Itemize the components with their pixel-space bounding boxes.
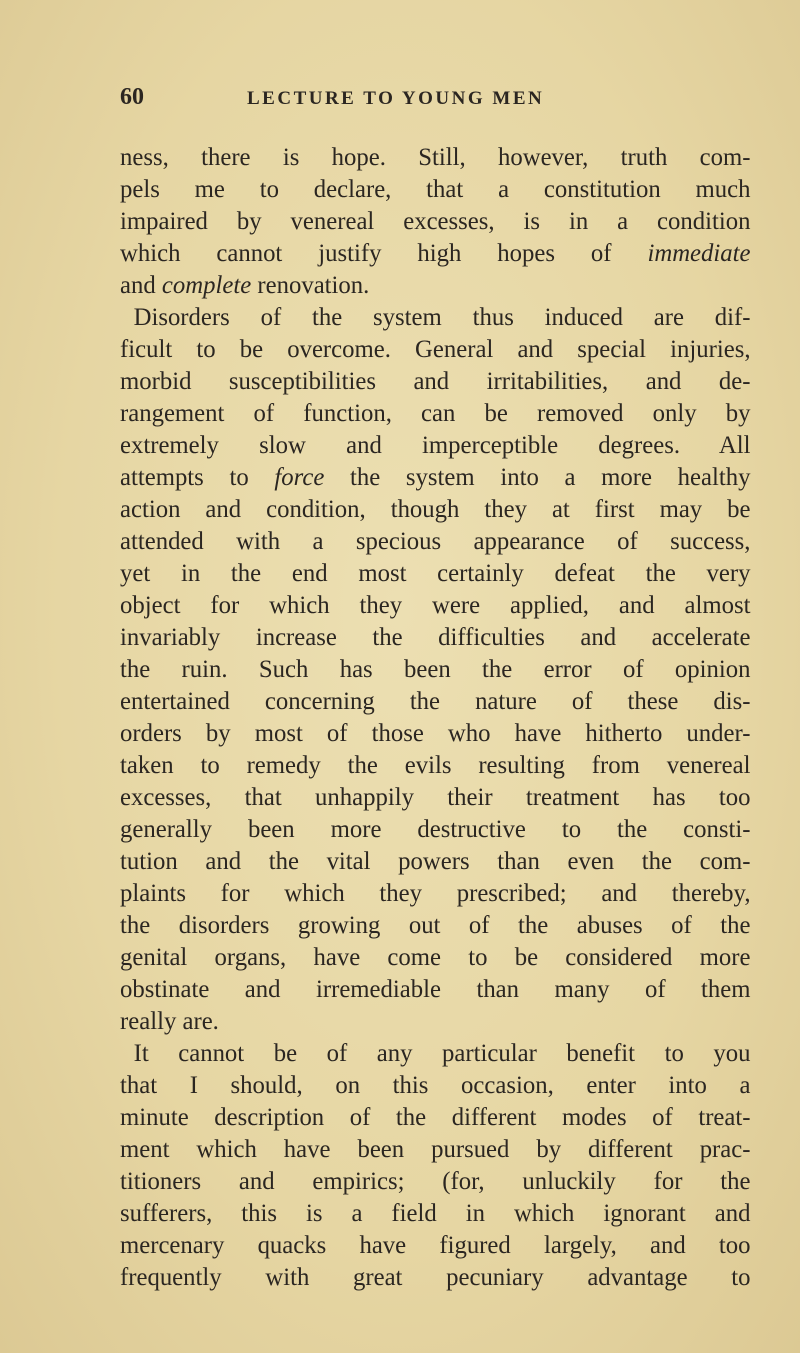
text-segment: object for which they were applied, and almost xyxy=(120,590,751,619)
text-line xyxy=(120,1197,751,1229)
text-segment: entertained concerning the nature of these dis- xyxy=(120,686,751,715)
text-line xyxy=(120,365,751,397)
text-line xyxy=(120,333,751,365)
text-segment: morbid susceptibilities and irritabilities, and de- xyxy=(120,366,751,395)
text-segment: attempts to xyxy=(120,462,275,491)
text-segment: yet in the end most certainly defeat the very xyxy=(120,558,751,587)
text-segment: renovation. xyxy=(251,270,370,299)
text-line xyxy=(120,173,751,205)
text-line xyxy=(120,141,751,173)
text-line xyxy=(120,653,751,685)
text-line xyxy=(120,397,751,429)
text-line xyxy=(120,1133,751,1165)
text-segment: which cannot justify high hopes of xyxy=(120,238,648,267)
italic-text-segment: force xyxy=(274,462,325,491)
text-segment: the ruin. Such has been the error of opinion xyxy=(120,654,751,683)
text-segment: frequently with great pecuniary advantage to xyxy=(120,1262,751,1291)
text-line xyxy=(120,941,751,973)
text-line xyxy=(120,845,751,877)
text-line xyxy=(120,1165,751,1197)
text-line xyxy=(120,781,751,813)
text-line xyxy=(120,749,751,781)
text-segment: sufferers, this is a field in which ignorant and xyxy=(120,1198,751,1227)
text-line xyxy=(120,1005,751,1037)
text-line xyxy=(120,813,751,845)
text-line xyxy=(120,685,751,717)
text-segment: genital organs, have come to be considered more xyxy=(120,942,751,971)
text-segment: ness, there is hope. Still, however, truth com- xyxy=(120,142,751,171)
text-line xyxy=(120,1037,751,1069)
text-segment: orders by most of those who have hitherto under- xyxy=(120,718,751,747)
text-segment: tution and the vital powers than even the com- xyxy=(120,846,751,875)
text-line xyxy=(120,973,751,1005)
text-segment: plaints for which they prescribed; and thereby, xyxy=(120,878,751,907)
text-segment: invariably increase the difficulties and accelerate xyxy=(120,622,751,651)
text-segment: attended with a specious appearance of success, xyxy=(120,526,751,555)
text-segment: excesses, that unhappily their treatment has too xyxy=(120,782,751,811)
text-segment: generally been more destructive to the consti- xyxy=(120,814,751,843)
text-line xyxy=(120,493,751,525)
text-segment: the disorders growing out of the abuses of the xyxy=(120,910,751,939)
text-segment: the system into a more healthy xyxy=(324,462,751,491)
text-line xyxy=(120,1229,751,1261)
text-segment: minute description of the different modes of treat- xyxy=(120,1102,751,1131)
text-segment: titioners and empirics; (for, unluckily for the xyxy=(120,1166,751,1195)
text-line xyxy=(120,1069,751,1101)
text-line xyxy=(120,877,751,909)
text-segment: taken to remedy the evils resulting from venereal xyxy=(120,750,751,779)
page-header xyxy=(120,84,750,114)
text-line xyxy=(120,621,751,653)
text-line xyxy=(120,301,751,333)
text-line xyxy=(120,717,751,749)
text-segment: ficult to be overcome. General and special injuries, xyxy=(120,334,751,363)
body-text xyxy=(120,141,750,1293)
text-line xyxy=(120,1101,751,1133)
text-segment: mercenary quacks have figured largely, and too xyxy=(120,1230,751,1259)
text-line xyxy=(120,909,751,941)
text-segment: ment which have been pursued by different prac- xyxy=(120,1134,751,1163)
text-line xyxy=(120,429,751,461)
text-segment: and xyxy=(120,270,162,299)
text-line xyxy=(120,269,751,301)
text-line xyxy=(120,461,751,493)
text-segment: impaired by venereal excesses, is in a condition xyxy=(120,206,751,235)
text-segment: obstinate and irremediable than many of them xyxy=(120,974,751,1003)
text-line xyxy=(120,557,751,589)
text-segment: Disorders of the system thus induced are dif- xyxy=(133,302,751,331)
italic-text-segment: complete xyxy=(161,270,252,299)
italic-text-segment: immediate xyxy=(647,238,751,267)
text-line xyxy=(120,1261,751,1293)
text-line xyxy=(120,237,751,269)
page-number: 60 xyxy=(120,84,144,110)
text-segment: rangement of function, can be removed only by xyxy=(120,398,751,427)
text-segment: pels me to declare, that a constitution much xyxy=(120,174,751,203)
text-line xyxy=(120,589,751,621)
text-line xyxy=(120,205,751,237)
running-head: LECTURE TO YOUNG MEN xyxy=(247,88,545,109)
text-segment: really are. xyxy=(120,1006,219,1035)
text-line xyxy=(120,525,751,557)
text-segment: It cannot be of any particular benefit to you xyxy=(133,1038,751,1067)
text-segment: extremely slow and imperceptible degrees. All xyxy=(120,430,751,459)
text-segment: that I should, on this occasion, enter into a xyxy=(120,1070,751,1099)
text-segment: action and condition, though they at first may be xyxy=(120,494,751,523)
